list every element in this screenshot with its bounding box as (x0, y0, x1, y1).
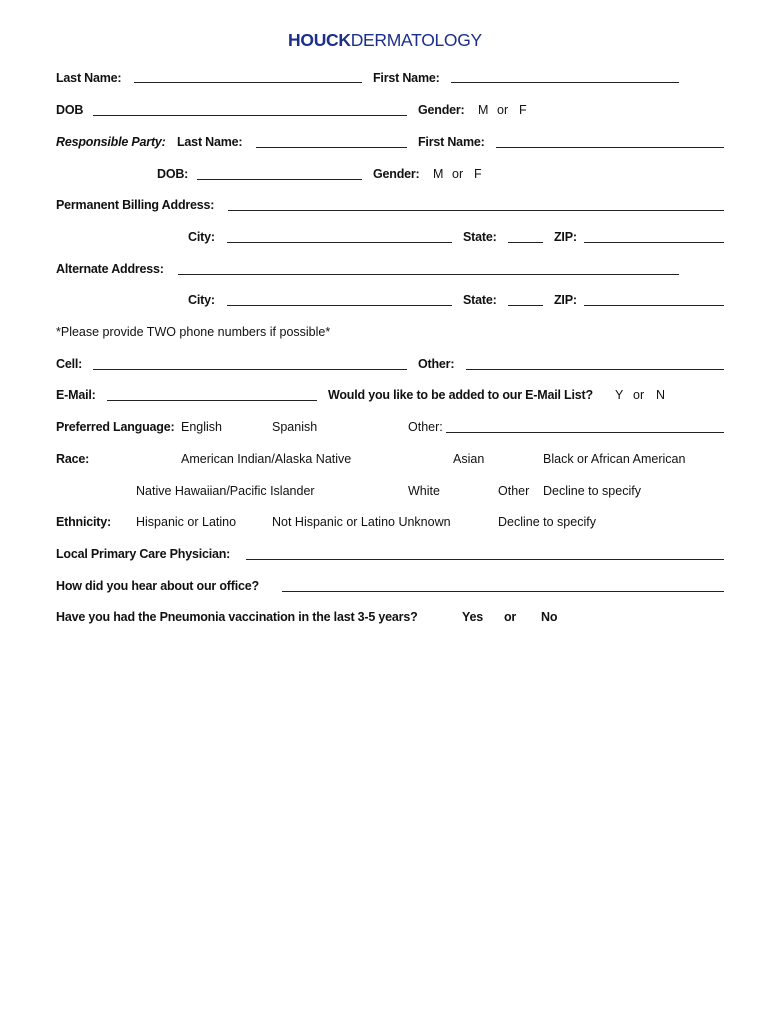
alt-zip-field[interactable] (584, 305, 724, 306)
email-list-n-option[interactable]: N (656, 388, 666, 402)
email-list-y-option[interactable]: Y (615, 388, 624, 402)
zip-field[interactable] (584, 242, 724, 243)
first-name-label: First Name: (373, 71, 440, 85)
gender-or-text: or (497, 103, 509, 117)
billing-address-field[interactable] (228, 210, 724, 211)
language-other-field[interactable] (446, 432, 724, 433)
referral-label: How did you hear about our office? (56, 579, 259, 593)
alt-state-label: State: (463, 293, 497, 307)
alt-city-field[interactable] (227, 305, 452, 306)
dob-field[interactable] (93, 115, 407, 116)
pcp-field[interactable] (246, 559, 724, 560)
state-label: State: (463, 230, 497, 244)
alt-state-field[interactable] (508, 305, 543, 306)
alt-zip-label: ZIP: (554, 293, 577, 307)
email-field[interactable] (107, 400, 317, 401)
last-name-field[interactable] (134, 82, 362, 83)
alt-city-label: City: (188, 293, 215, 307)
ethnicity-option-decline[interactable]: Decline to specify (498, 515, 596, 529)
responsible-party-label: Responsible Party: (56, 135, 166, 149)
cell-label: Cell: (56, 357, 83, 371)
brand-regular: DERMATOLOGY (350, 30, 482, 50)
language-label: Preferred Language: (56, 420, 175, 434)
alternate-address-field[interactable] (178, 274, 679, 275)
language-english-option[interactable]: English (181, 420, 222, 434)
ethnicity-option-hispanic[interactable]: Hispanic or Latino (136, 515, 237, 529)
last-name-label: Last Name: (56, 71, 122, 85)
ethnicity-label: Ethnicity: (56, 515, 111, 529)
rp-last-name-field[interactable] (256, 147, 407, 148)
rp-last-name-label: Last Name: (177, 135, 243, 149)
brand-bold: HOUCK (288, 30, 351, 50)
cell-field[interactable] (93, 369, 407, 370)
rp-gender-f-option[interactable]: F (474, 167, 482, 181)
other-phone-label: Other: (418, 357, 455, 371)
referral-field[interactable] (282, 591, 724, 592)
rp-first-name-label: First Name: (418, 135, 485, 149)
city-label: City: (188, 230, 215, 244)
zip-label: ZIP: (554, 230, 577, 244)
gender-label: Gender: (418, 103, 465, 117)
race-option-black[interactable]: Black or African American (543, 452, 686, 466)
city-field[interactable] (227, 242, 452, 243)
gender-m-option[interactable]: M (478, 103, 489, 117)
race-option-asian[interactable]: Asian (453, 452, 485, 466)
pneumonia-no-option[interactable]: No (541, 610, 558, 624)
race-label: Race: (56, 452, 90, 466)
rp-dob-label: DOB: (157, 167, 189, 181)
rp-gender-label: Gender: (373, 167, 420, 181)
pcp-label: Local Primary Care Physician: (56, 547, 231, 561)
gender-f-option[interactable]: F (519, 103, 527, 117)
email-label: E-Mail: (56, 388, 96, 402)
race-option-decline[interactable]: Decline to specify (543, 484, 641, 498)
page-title (0, 30, 770, 51)
race-option-white[interactable]: White (408, 484, 440, 498)
pneumonia-question: Have you had the Pneumonia vaccination in the last 3-5 years? (56, 610, 418, 624)
other-phone-field[interactable] (466, 369, 724, 370)
rp-first-name-field[interactable] (496, 147, 724, 148)
ethnicity-option-not-hispanic[interactable]: Not Hispanic or Latino Unknown (272, 515, 451, 529)
rp-gender-m-option[interactable]: M (433, 167, 444, 181)
language-other-option[interactable]: Other: (408, 420, 443, 434)
phone-note: *Please provide TWO phone numbers if possible* (56, 325, 331, 339)
rp-dob-field[interactable] (197, 179, 362, 180)
race-option-other[interactable]: Other (498, 484, 530, 498)
rp-gender-or-text: or (452, 167, 464, 181)
billing-address-label: Permanent Billing Address: (56, 198, 215, 212)
first-name-field[interactable] (451, 82, 679, 83)
dob-label: DOB (56, 103, 84, 117)
state-field[interactable] (508, 242, 543, 243)
pneumonia-or-text: or (504, 610, 517, 624)
language-spanish-option[interactable]: Spanish (272, 420, 318, 434)
email-list-question: Would you like to be added to our E-Mail List? (328, 388, 593, 402)
pneumonia-yes-option[interactable]: Yes (462, 610, 483, 624)
race-option-american-indian[interactable]: American Indian/Alaska Native (181, 452, 352, 466)
race-option-native-hawaiian[interactable]: Native Hawaiian/Pacific Islander (136, 484, 315, 498)
email-list-or-text: or (633, 388, 645, 402)
alternate-address-label: Alternate Address: (56, 262, 164, 276)
